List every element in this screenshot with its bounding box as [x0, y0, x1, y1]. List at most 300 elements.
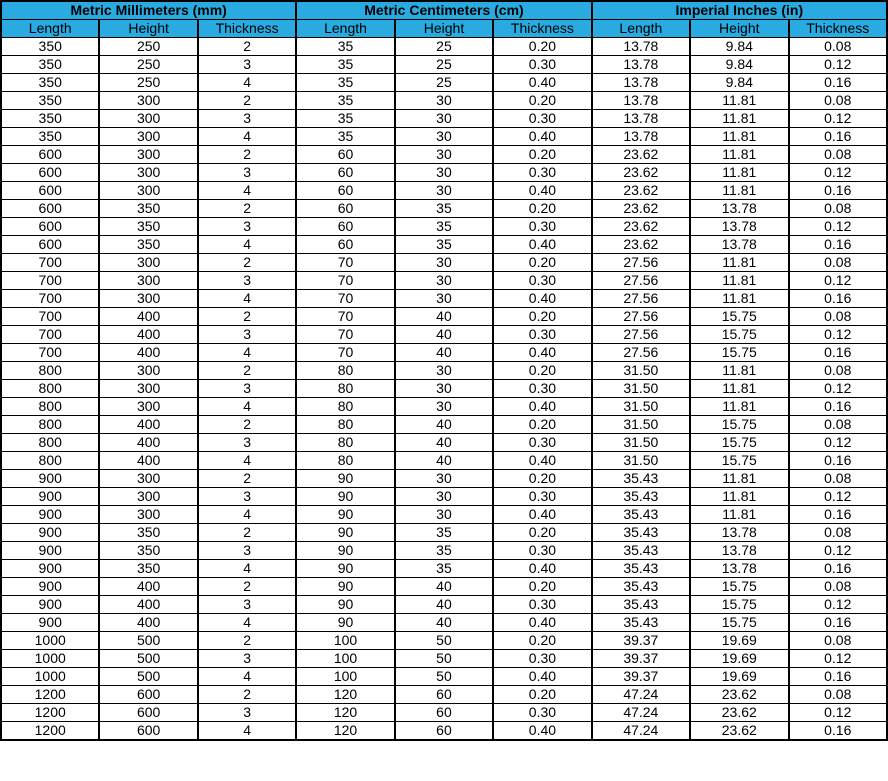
table-cell: 0.20: [493, 470, 591, 488]
table-cell: 0.30: [493, 56, 591, 74]
table-row: [1, 344, 887, 362]
table-row: [1, 128, 887, 146]
table-cell: 35.43: [592, 488, 690, 506]
table-cell: 11.81: [690, 398, 788, 416]
table-cell: 0.08: [789, 92, 888, 110]
table-cell: 100: [296, 650, 394, 668]
table-row: [1, 452, 887, 470]
table-cell: 2: [198, 308, 296, 326]
table-row: [1, 668, 887, 686]
table-cell: 60: [296, 146, 394, 164]
table-cell: 60: [296, 182, 394, 200]
table-cell: 15.75: [690, 452, 788, 470]
table-cell: 4: [198, 236, 296, 254]
column-header-cm-height: Height: [395, 20, 493, 38]
table-cell: 19.69: [690, 632, 788, 650]
table-row: [1, 218, 887, 236]
table-row: [1, 92, 887, 110]
table-cell: 0.16: [789, 560, 888, 578]
table-cell: 300: [99, 470, 197, 488]
table-cell: 50: [395, 632, 493, 650]
column-header-mm-height: Height: [99, 20, 197, 38]
table-cell: 35: [395, 542, 493, 560]
table-cell: 39.37: [592, 668, 690, 686]
table-cell: 400: [99, 578, 197, 596]
table-cell: 2: [198, 254, 296, 272]
table-row: [1, 524, 887, 542]
table-cell: 700: [1, 326, 99, 344]
table-cell: 19.69: [690, 668, 788, 686]
table-cell: 30: [395, 110, 493, 128]
table-cell: 0.30: [493, 326, 591, 344]
table-cell: 400: [99, 434, 197, 452]
table-cell: 90: [296, 596, 394, 614]
table-cell: 23.62: [592, 236, 690, 254]
table-cell: 800: [1, 452, 99, 470]
table-cell: 60: [395, 686, 493, 704]
table-cell: 2: [198, 92, 296, 110]
table-cell: 35.43: [592, 506, 690, 524]
table-cell: 0.16: [789, 128, 888, 146]
table-cell: 3: [198, 218, 296, 236]
table-cell: 100: [296, 632, 394, 650]
table-cell: 60: [296, 164, 394, 182]
table-cell: 600: [99, 722, 197, 741]
table-cell: 27.56: [592, 272, 690, 290]
table-cell: 23.62: [690, 704, 788, 722]
table-cell: 0.40: [493, 560, 591, 578]
table-cell: 0.20: [493, 362, 591, 380]
table-cell: 0.12: [789, 110, 888, 128]
table-cell: 13.78: [690, 200, 788, 218]
table-cell: 0.20: [493, 200, 591, 218]
table-cell: 25: [395, 56, 493, 74]
table-cell: 3: [198, 596, 296, 614]
table-cell: 300: [99, 362, 197, 380]
group-header-imperial-in: Imperial Inches (in): [592, 1, 887, 20]
table-row: [1, 56, 887, 74]
table-cell: 80: [296, 380, 394, 398]
table-cell: 35.43: [592, 596, 690, 614]
table-cell: 90: [296, 614, 394, 632]
table-cell: 0.30: [493, 596, 591, 614]
table-cell: 70: [296, 272, 394, 290]
table-row: [1, 596, 887, 614]
table-cell: 70: [296, 308, 394, 326]
table-cell: 4: [198, 128, 296, 146]
table-cell: 90: [296, 488, 394, 506]
table-row: [1, 704, 887, 722]
table-cell: 700: [1, 308, 99, 326]
table-cell: 47.24: [592, 704, 690, 722]
table-cell: 11.81: [690, 506, 788, 524]
table-cell: 40: [395, 308, 493, 326]
table-row: [1, 146, 887, 164]
table-cell: 0.40: [493, 128, 591, 146]
table-cell: 3: [198, 704, 296, 722]
column-header-row: [1, 20, 887, 38]
table-cell: 900: [1, 560, 99, 578]
table-cell: 500: [99, 650, 197, 668]
table-cell: 350: [99, 542, 197, 560]
table-cell: 13.78: [592, 92, 690, 110]
table-cell: 30: [395, 92, 493, 110]
table-cell: 900: [1, 524, 99, 542]
table-cell: 0.12: [789, 488, 888, 506]
table-row: [1, 38, 887, 56]
table-cell: 35.43: [592, 560, 690, 578]
table-cell: 3: [198, 380, 296, 398]
table-cell: 350: [99, 236, 197, 254]
table-cell: 3: [198, 542, 296, 560]
group-header-metric-mm: Metric Millimeters (mm): [1, 1, 296, 20]
table-cell: 15.75: [690, 326, 788, 344]
table-cell: 30: [395, 290, 493, 308]
table-cell: 600: [1, 218, 99, 236]
table-cell: 4: [198, 506, 296, 524]
table-cell: 3: [198, 650, 296, 668]
table-cell: 11.81: [690, 470, 788, 488]
table-cell: 31.50: [592, 434, 690, 452]
table-cell: 40: [395, 578, 493, 596]
table-row: [1, 272, 887, 290]
table-cell: 90: [296, 506, 394, 524]
table-cell: 300: [99, 164, 197, 182]
table-cell: 1200: [1, 686, 99, 704]
table-cell: 30: [395, 362, 493, 380]
table-cell: 70: [296, 290, 394, 308]
table-cell: 120: [296, 686, 394, 704]
table-cell: 60: [296, 218, 394, 236]
table-cell: 0.16: [789, 236, 888, 254]
table-cell: 1200: [1, 704, 99, 722]
table-cell: 50: [395, 650, 493, 668]
table-row: [1, 560, 887, 578]
table-cell: 300: [99, 290, 197, 308]
table-cell: 13.78: [592, 128, 690, 146]
table-cell: 0.12: [789, 542, 888, 560]
table-cell: 4: [198, 290, 296, 308]
table-cell: 350: [1, 38, 99, 56]
table-cell: 2: [198, 524, 296, 542]
table-cell: 15.75: [690, 416, 788, 434]
table-cell: 0.40: [493, 452, 591, 470]
table-cell: 0.30: [493, 272, 591, 290]
table-cell: 11.81: [690, 380, 788, 398]
table-cell: 50: [395, 668, 493, 686]
table-cell: 35.43: [592, 614, 690, 632]
table-cell: 0.40: [493, 74, 591, 92]
column-header-cm-length: Length: [296, 20, 394, 38]
group-header-metric-cm: Metric Centimeters (cm): [296, 1, 591, 20]
table-cell: 3: [198, 56, 296, 74]
table-cell: 11.81: [690, 290, 788, 308]
table-header: [1, 1, 887, 38]
table-cell: 3: [198, 488, 296, 506]
table-cell: 0.30: [493, 650, 591, 668]
table-row: [1, 164, 887, 182]
table-cell: 600: [1, 236, 99, 254]
table-cell: 30: [395, 398, 493, 416]
table-cell: 350: [1, 92, 99, 110]
table-cell: 0.20: [493, 632, 591, 650]
table-cell: 23.62: [592, 218, 690, 236]
table-cell: 0.12: [789, 56, 888, 74]
table-cell: 80: [296, 416, 394, 434]
table-row: [1, 308, 887, 326]
table-cell: 0.12: [789, 596, 888, 614]
table-cell: 2: [198, 578, 296, 596]
table-cell: 31.50: [592, 452, 690, 470]
table-cell: 300: [99, 110, 197, 128]
table-cell: 90: [296, 542, 394, 560]
table-cell: 0.20: [493, 524, 591, 542]
table-cell: 250: [99, 56, 197, 74]
table-cell: 80: [296, 362, 394, 380]
table-cell: 700: [1, 254, 99, 272]
table-cell: 350: [1, 56, 99, 74]
table-cell: 2: [198, 416, 296, 434]
table-cell: 4: [198, 398, 296, 416]
table-cell: 39.37: [592, 632, 690, 650]
table-row: [1, 632, 887, 650]
table-cell: 0.40: [493, 290, 591, 308]
table-cell: 70: [296, 326, 394, 344]
table-cell: 25: [395, 74, 493, 92]
table-cell: 13.78: [592, 110, 690, 128]
table-cell: 11.81: [690, 164, 788, 182]
table-row: [1, 488, 887, 506]
table-cell: 60: [296, 236, 394, 254]
table-cell: 0.30: [493, 434, 591, 452]
table-cell: 25: [395, 38, 493, 56]
table-cell: 400: [99, 326, 197, 344]
table-cell: 11.81: [690, 110, 788, 128]
table-cell: 0.20: [493, 578, 591, 596]
table-cell: 23.62: [592, 182, 690, 200]
table-cell: 60: [296, 200, 394, 218]
table-cell: 300: [99, 254, 197, 272]
table-cell: 800: [1, 434, 99, 452]
table-cell: 27.56: [592, 344, 690, 362]
table-cell: 3: [198, 272, 296, 290]
table-cell: 600: [1, 182, 99, 200]
table-cell: 11.81: [690, 272, 788, 290]
table-cell: 0.20: [493, 254, 591, 272]
table-cell: 0.12: [789, 272, 888, 290]
table-cell: 2: [198, 686, 296, 704]
group-header-row: [1, 1, 887, 20]
table-cell: 0.30: [493, 218, 591, 236]
table-row: [1, 416, 887, 434]
table-cell: 0.08: [789, 470, 888, 488]
table-cell: 30: [395, 506, 493, 524]
table-cell: 35: [395, 200, 493, 218]
table-cell: 11.81: [690, 182, 788, 200]
table-cell: 0.30: [493, 164, 591, 182]
table-cell: 1000: [1, 632, 99, 650]
table-cell: 350: [99, 560, 197, 578]
table-row: [1, 470, 887, 488]
table-cell: 11.81: [690, 92, 788, 110]
table-cell: 30: [395, 128, 493, 146]
table-cell: 4: [198, 452, 296, 470]
table-cell: 40: [395, 596, 493, 614]
table-cell: 70: [296, 254, 394, 272]
column-header-in-thickness: Thickness: [789, 20, 888, 38]
table-cell: 11.81: [690, 362, 788, 380]
table-cell: 0.16: [789, 668, 888, 686]
table-cell: 0.16: [789, 506, 888, 524]
table-cell: 0.40: [493, 344, 591, 362]
table-cell: 35.43: [592, 524, 690, 542]
table-cell: 300: [99, 92, 197, 110]
table-cell: 0.08: [789, 308, 888, 326]
table-row: [1, 542, 887, 560]
table-cell: 120: [296, 704, 394, 722]
table-cell: 13.78: [690, 542, 788, 560]
table-cell: 0.40: [493, 182, 591, 200]
table-cell: 4: [198, 344, 296, 362]
table-cell: 2: [198, 38, 296, 56]
table-cell: 35: [296, 56, 394, 74]
table-cell: 15.75: [690, 308, 788, 326]
table-cell: 9.84: [690, 38, 788, 56]
table-cell: 9.84: [690, 74, 788, 92]
table-cell: 30: [395, 254, 493, 272]
table-cell: 900: [1, 470, 99, 488]
table-cell: 700: [1, 344, 99, 362]
table-cell: 13.78: [690, 236, 788, 254]
table-cell: 900: [1, 578, 99, 596]
table-cell: 300: [99, 506, 197, 524]
table-cell: 35: [395, 524, 493, 542]
table-cell: 31.50: [592, 416, 690, 434]
table-cell: 40: [395, 344, 493, 362]
column-header-in-height: Height: [690, 20, 788, 38]
table-cell: 0.30: [493, 110, 591, 128]
table-cell: 30: [395, 470, 493, 488]
table-cell: 800: [1, 398, 99, 416]
table-cell: 0.08: [789, 632, 888, 650]
table-cell: 23.62: [592, 164, 690, 182]
table-cell: 600: [99, 704, 197, 722]
table-cell: 300: [99, 380, 197, 398]
table-cell: 35.43: [592, 470, 690, 488]
table-cell: 3: [198, 164, 296, 182]
table-cell: 4: [198, 74, 296, 92]
table-cell: 0.12: [789, 380, 888, 398]
table-cell: 1000: [1, 668, 99, 686]
table-cell: 30: [395, 164, 493, 182]
column-header-mm-length: Length: [1, 20, 99, 38]
table-cell: 900: [1, 614, 99, 632]
table-cell: 300: [99, 182, 197, 200]
table-cell: 35: [296, 74, 394, 92]
table-cell: 4: [198, 614, 296, 632]
table-cell: 0.20: [493, 146, 591, 164]
table-cell: 300: [99, 128, 197, 146]
table-row: [1, 110, 887, 128]
table-cell: 30: [395, 146, 493, 164]
table-cell: 23.62: [690, 686, 788, 704]
table-row: [1, 236, 887, 254]
table-cell: 0.40: [493, 398, 591, 416]
table-body: [1, 38, 887, 741]
table-cell: 13.78: [690, 524, 788, 542]
table-cell: 11.81: [690, 146, 788, 164]
table-cell: 600: [1, 146, 99, 164]
table-cell: 400: [99, 344, 197, 362]
table-cell: 15.75: [690, 596, 788, 614]
table-cell: 0.16: [789, 74, 888, 92]
table-cell: 27.56: [592, 308, 690, 326]
table-cell: 600: [1, 200, 99, 218]
table-cell: 350: [99, 200, 197, 218]
table-cell: 47.24: [592, 686, 690, 704]
table-cell: 400: [99, 596, 197, 614]
table-cell: 0.12: [789, 650, 888, 668]
table-cell: 0.12: [789, 434, 888, 452]
table-cell: 900: [1, 506, 99, 524]
table-cell: 0.16: [789, 452, 888, 470]
table-cell: 0.40: [493, 668, 591, 686]
table-cell: 13.78: [592, 56, 690, 74]
table-cell: 0.08: [789, 416, 888, 434]
table-cell: 23.62: [592, 200, 690, 218]
table-row: [1, 326, 887, 344]
table-cell: 400: [99, 416, 197, 434]
table-cell: 80: [296, 398, 394, 416]
table-cell: 4: [198, 722, 296, 741]
table-cell: 30: [395, 380, 493, 398]
table-cell: 27.56: [592, 254, 690, 272]
table-cell: 35: [296, 92, 394, 110]
column-header-in-length: Length: [592, 20, 690, 38]
table-row: [1, 182, 887, 200]
table-cell: 80: [296, 434, 394, 452]
table-cell: 13.78: [690, 218, 788, 236]
table-cell: 2: [198, 146, 296, 164]
table-cell: 900: [1, 596, 99, 614]
table-cell: 0.20: [493, 92, 591, 110]
table-cell: 700: [1, 290, 99, 308]
table-cell: 11.81: [690, 128, 788, 146]
table-cell: 2: [198, 200, 296, 218]
table-cell: 35: [395, 560, 493, 578]
table-cell: 0.30: [493, 488, 591, 506]
table-cell: 0.08: [789, 578, 888, 596]
table-cell: 0.40: [493, 614, 591, 632]
table-cell: 35: [395, 218, 493, 236]
table-cell: 35: [395, 236, 493, 254]
table-cell: 0.20: [493, 308, 591, 326]
table-cell: 0.16: [789, 344, 888, 362]
table-cell: 4: [198, 560, 296, 578]
table-row: [1, 506, 887, 524]
table-cell: 3: [198, 434, 296, 452]
table-cell: 0.08: [789, 686, 888, 704]
table-cell: 800: [1, 380, 99, 398]
table-row: [1, 362, 887, 380]
table-cell: 1000: [1, 650, 99, 668]
table-cell: 250: [99, 74, 197, 92]
table-cell: 0.30: [493, 380, 591, 398]
table-cell: 800: [1, 416, 99, 434]
table-cell: 35: [296, 110, 394, 128]
table-cell: 900: [1, 488, 99, 506]
table-cell: 0.08: [789, 146, 888, 164]
